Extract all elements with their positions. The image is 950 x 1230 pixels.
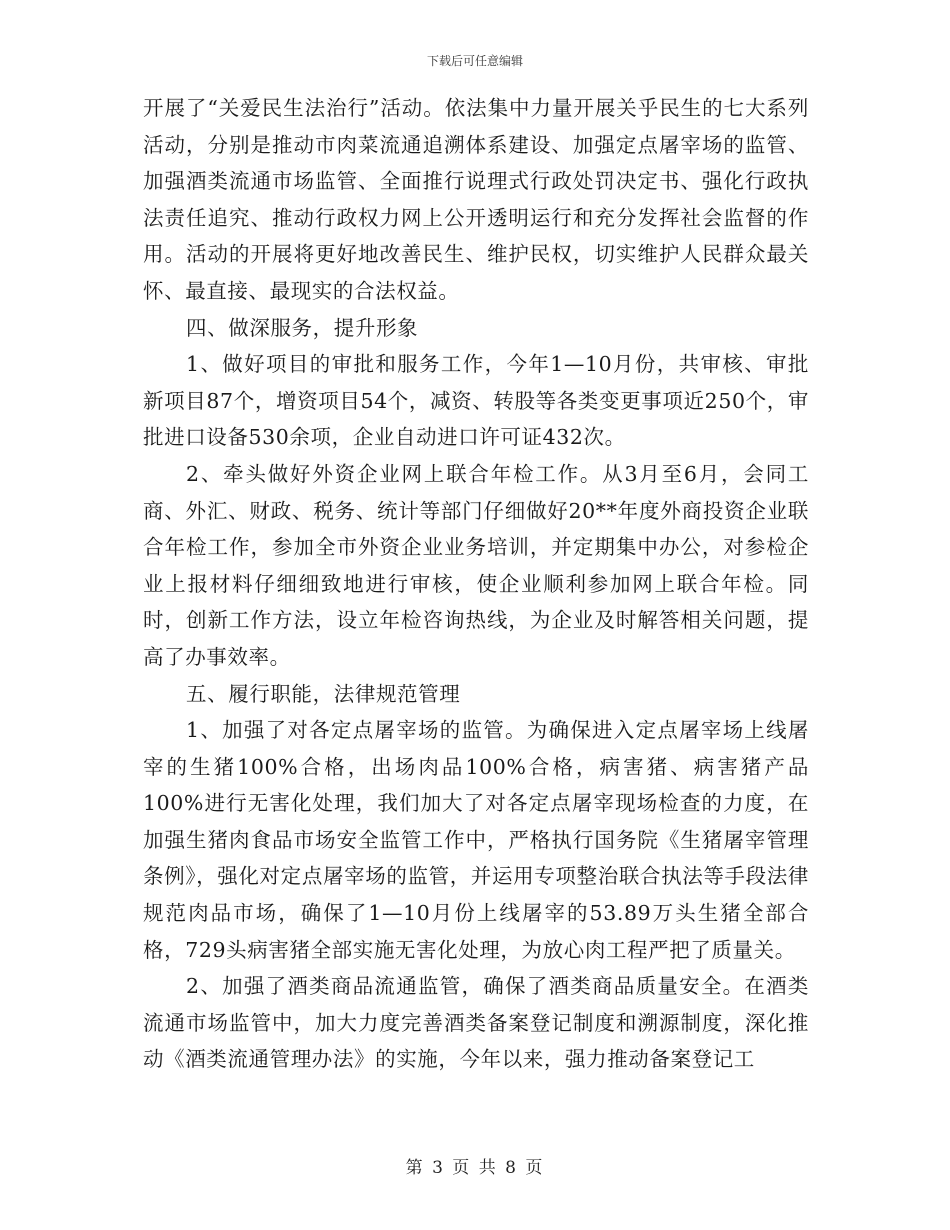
- document-body: [143, 90, 809, 1078]
- paragraph-continued: 开展了“关爱民生法治行”活动。依法集中力量开展关乎民生的七大系列活动，分别是推动市肉菜流通追溯体系建设、加强定点屠宰场的监管、加强酒类流通市场监管、全面推行说理式行政处罚决定书、强化行政执法责任追究、推动行政权力网上公开透明运行和充分发挥社会监督的作用。活动的开展将更好地改善民生、维护民权，切实维护人民群众最关怀、最直接、最现实的合法权益。: [143, 96, 809, 303]
- paragraph: 2、加强了酒类商品流通监管，确保了酒类商品质量安全。在酒类流通市场监管中，加大力度完善酒类备案登记制度和溯源制度，深化推动《酒类流通管理办法》的实施，今年以来，强力推动备案登记工: [143, 974, 809, 1072]
- paragraph: 1、加强了对各定点屠宰场的监管。为确保进入定点屠宰场上线屠宰的生猪100%合格，出场肉品100%合格，病害猪、病害猪产品100%进行无害化处理，我们加大了对各定点屠宰现场检查的力度，在加强生猪肉食品市场安全监管工作中，严格执行国务院《生猪屠宰管理条例》，强化对定点屠宰场的监管，并运用专项整治联合执法等手段法律规范肉品市场，确保了1—10月份上线屠宰的53.89万头生猪全部合格，729头病害猪全部实施无害化处理，为放心肉工程严把了质量关。: [143, 718, 809, 962]
- paragraph: 1、做好项目的审批和服务工作，今年1—10月份，共审核、审批新项目87个，增资项目54个，减资、转股等各类变更事项近250个，审批进口设备530余项，企业自动进口许可证432次。: [143, 352, 809, 450]
- page-footer: 第 3 页 共 8 页: [405, 1158, 545, 1178]
- section-heading-4: 四、做深服务，提升形象: [186, 315, 419, 340]
- section-heading-5: 五、履行职能，法律规范管理: [186, 681, 461, 706]
- page-header: 下载后可任意编辑: [426, 54, 523, 68]
- paragraph: 2、牵头做好外资企业网上联合年检工作。从3月至6月，会同工商、外汇、财政、税务、统计等部门仔细做好20**年度外商投资企业联合年检工作，参加全市外资企业业务培训，并定期集中办公，对参检企业上报材料仔细细致地进行审核，使企业顺利参加网上联合年检。同时，创新工作方法，设立年检咨询热线，为企业及时解答相关问题，提高了办事效率。: [143, 461, 809, 669]
